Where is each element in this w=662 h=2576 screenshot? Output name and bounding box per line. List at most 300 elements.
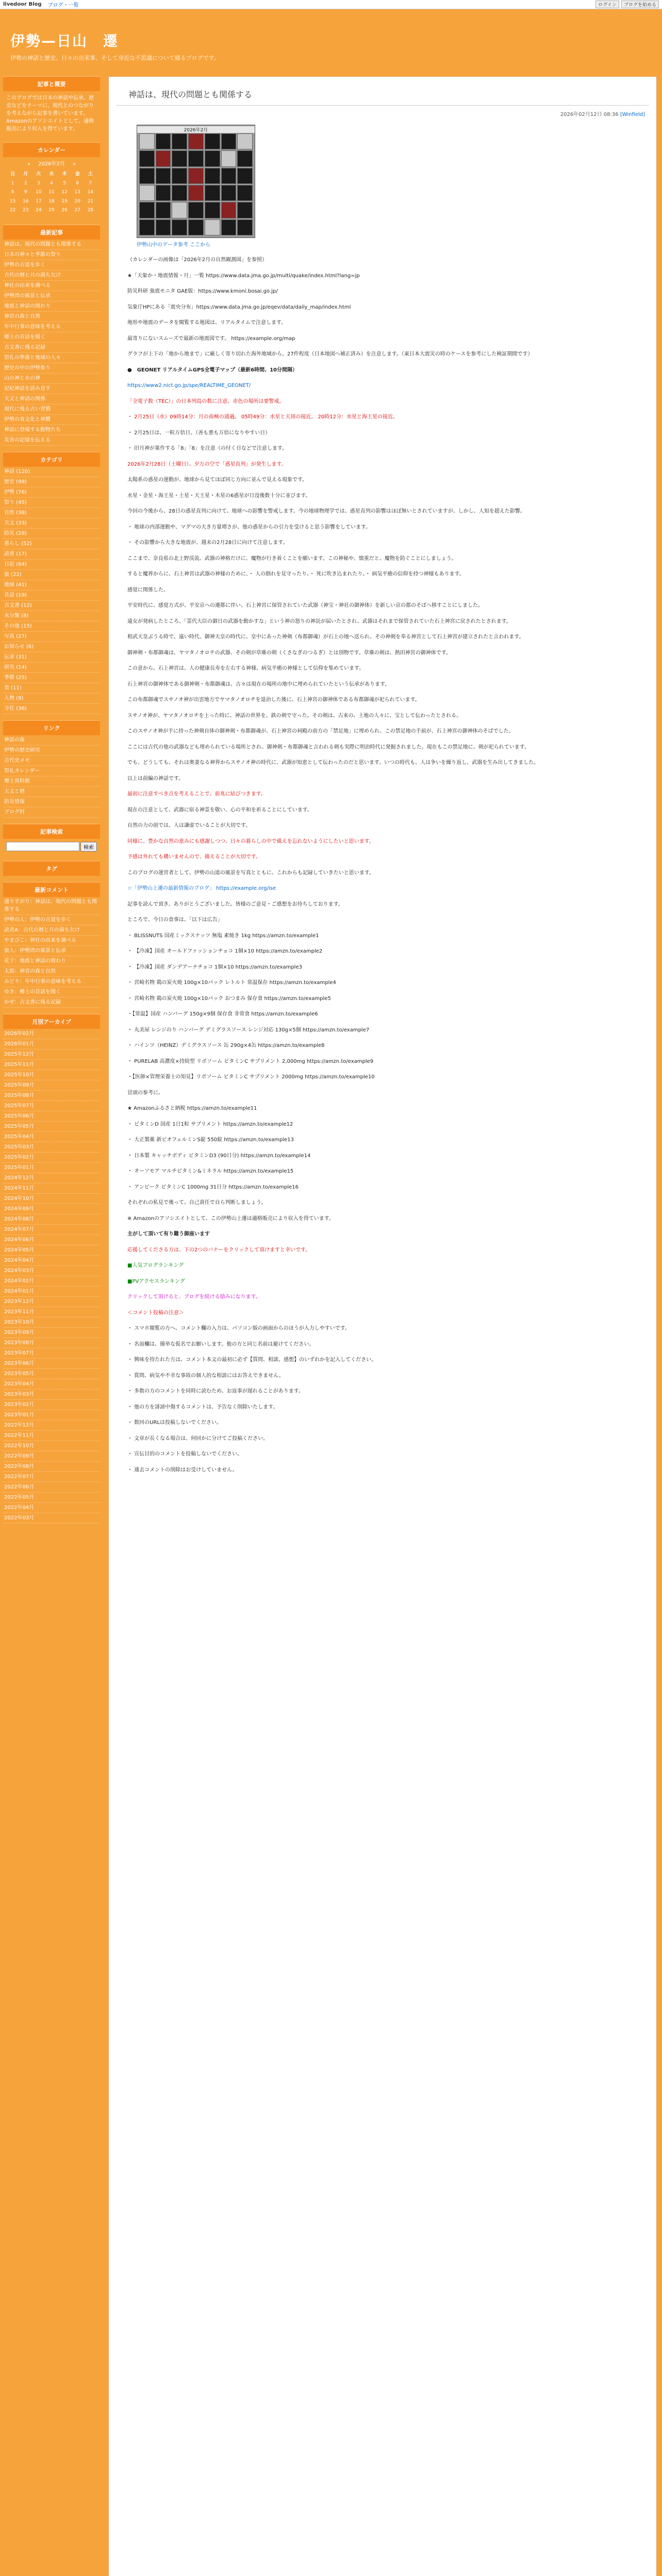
figure-cell bbox=[188, 133, 204, 149]
start-blog-button[interactable]: ブログを始める bbox=[621, 1, 659, 8]
top-bar bbox=[0, 0, 662, 9]
post-paragraph: 最寄りにないスムーズで最新の地震図です。 https://example.org/map bbox=[127, 335, 295, 342]
post-paragraph: 遠女が発病したところ、「霊代大臣の御日の武器を動かすな」という神の怒りの神託が届いたとされ、武器はそれまで保管されていた石上神宮に戻されたとされます。 bbox=[127, 618, 511, 624]
recent-post-link[interactable]: 現代に残る古い習慣 bbox=[3, 404, 100, 415]
archive-link[interactable]: 2025年03月 bbox=[3, 1142, 100, 1153]
figure-note-b-link[interactable]: ここから bbox=[190, 242, 211, 248]
sidebar-link[interactable]: 郷土資料館 bbox=[3, 776, 100, 787]
archive-link[interactable]: 2024年06月 bbox=[3, 1235, 100, 1245]
calendar-day[interactable]: 13 bbox=[74, 190, 80, 195]
recent-post-link[interactable]: 歴史の中の伊勢参り bbox=[3, 363, 100, 374]
post-paragraph: 相武天皇ぶうる時で、遠い時代、御神天皇の時代に、皇中にあった神剣（布都御魂）が石上の地へ送られ、その神剣を奉る神宮として石上神宮が建立されたと言われます。 bbox=[127, 634, 524, 640]
calendar-day[interactable]: 27 bbox=[74, 208, 80, 213]
blog-list-link[interactable]: ブログ・一覧 bbox=[47, 3, 79, 8]
figure-cell bbox=[172, 219, 187, 235]
category-heading: カテゴリ bbox=[3, 452, 100, 467]
figure-cell bbox=[237, 185, 253, 201]
calendar-day[interactable]: 4 bbox=[50, 180, 53, 186]
post-paragraph: ・ 旧月神が巣作する「8」「8」を注意（の付く日などで注意します。 bbox=[127, 446, 288, 451]
archive-link[interactable]: 2023年06月 bbox=[3, 1359, 100, 1369]
about-heading: 記事と概要 bbox=[3, 76, 100, 91]
login-button[interactable]: ログイン bbox=[595, 1, 619, 8]
archive-link[interactable]: 2022年10月 bbox=[3, 1441, 100, 1451]
figure-note-a: 伊勢山中のデータ参考 bbox=[137, 242, 188, 248]
calendar-table bbox=[6, 170, 97, 215]
calendar-day[interactable]: 12 bbox=[61, 190, 68, 195]
tag-heading: タグ bbox=[3, 861, 100, 876]
recent-post-link[interactable]: 古代の暦と月の満ち欠け bbox=[3, 270, 100, 281]
post-paragraph: 防災科研 強震モニタ GAE版：https://www.kmoni.bosai.go.jp/ bbox=[127, 289, 278, 294]
comment-link[interactable]: みどり：年中行事の意味を考える bbox=[3, 977, 100, 987]
figure-cell bbox=[205, 168, 220, 184]
category-link[interactable]: 未分類 (8) bbox=[3, 611, 100, 621]
blog-title[interactable]: 伊勢—日山 遷 bbox=[10, 32, 119, 49]
post-paragraph: ※ Amazonのアソシエイトとして、この伊勢山上遷は適格販売により収入を得ています。 bbox=[127, 1215, 334, 1222]
recent-post-link[interactable]: 神宮の森と自然 bbox=[3, 312, 100, 322]
category-link[interactable]: 伝承 (31) bbox=[3, 652, 100, 663]
archive-link[interactable]: 2022年09月 bbox=[3, 1451, 100, 1462]
recent-post-link[interactable]: 災害の記憶を伝える bbox=[3, 435, 100, 446]
figure-cell bbox=[205, 219, 220, 235]
calendar-day[interactable]: 17 bbox=[36, 198, 42, 204]
category-link[interactable]: 寺社 (36) bbox=[3, 704, 100, 714]
figure-cell bbox=[205, 202, 220, 218]
comments-heading: 最新コメント bbox=[3, 882, 100, 897]
post-paragraph: すると魔界からに、石上神宮は武器の神様のために、・ 人の倒れを見守ったり。・ 死に吹き込まれたり。・ 病気平癒の信仰を持つ神様もあります。 bbox=[127, 571, 465, 577]
archive-link[interactable]: 2026年02月 bbox=[3, 1029, 100, 1039]
post-body bbox=[116, 248, 649, 1475]
about-block bbox=[3, 76, 100, 136]
comment-link[interactable]: 太郎：神宮の森と自然 bbox=[3, 967, 100, 977]
figure-cell bbox=[188, 168, 204, 184]
archive-link[interactable]: 2024年08月 bbox=[3, 1214, 100, 1225]
figure-cell bbox=[205, 185, 220, 201]
post-paragraph: 石上神宮の御神体である御神剣・布都御魂は、古々は現在の場所の地中に埋められていたという伝承があります。 bbox=[127, 681, 390, 687]
calendar-day[interactable]: 21 bbox=[87, 198, 94, 204]
links-block bbox=[3, 720, 100, 818]
post-paragraph: ・ 宮崎名物 鶏の炭火焼 100g×10パック おつまみ 保存食 https://amzn.to/example5 bbox=[127, 995, 331, 1002]
archive-link[interactable]: 2025年05月 bbox=[3, 1122, 100, 1132]
calendar-figure bbox=[137, 125, 255, 238]
sidebar-link[interactable]: ブログ村 bbox=[3, 807, 100, 818]
recent-posts-list bbox=[3, 240, 100, 446]
category-link[interactable]: 日記 (64) bbox=[3, 560, 100, 570]
post-paragraph: この意から、石上神宮は、人の健康長寿を左右する神様、病気平癒の神様として信仰を集めています。 bbox=[127, 666, 365, 671]
search-heading: 記事検索 bbox=[3, 824, 100, 839]
calendar-day[interactable]: 8 bbox=[11, 190, 14, 195]
calendar-day[interactable]: 19 bbox=[61, 198, 68, 204]
recent-post-link[interactable]: 神話は、現代の問題とも関係する bbox=[3, 240, 100, 250]
archive-link[interactable]: 2022年11月 bbox=[3, 1431, 100, 1441]
category-link[interactable]: 自然 (38) bbox=[3, 508, 100, 518]
archive-link[interactable]: 2024年02月 bbox=[3, 1276, 100, 1286]
recent-post-link[interactable]: 神社の由来を調べる bbox=[3, 281, 100, 291]
recent-post-link[interactable]: 古文書に残る記録 bbox=[3, 343, 100, 353]
post-paragraph: 冒頭の参考に。 bbox=[127, 1090, 163, 1096]
category-link[interactable]: 読書 (17) bbox=[3, 549, 100, 560]
archive-link[interactable]: 2025年12月 bbox=[3, 1049, 100, 1060]
archive-link[interactable]: 2022年12月 bbox=[3, 1420, 100, 1431]
category-link[interactable]: 伊勢 (76) bbox=[3, 487, 100, 498]
archive-link[interactable]: 2023年03月 bbox=[3, 1389, 100, 1400]
category-link[interactable]: 研究 (14) bbox=[3, 663, 100, 673]
archive-block bbox=[3, 1014, 100, 1523]
post-paragraph: ・ 興味を持たれた方は、コメント本文の最初に必ず【質問、相談、感想】のいずれかを記入してください。 bbox=[127, 1357, 377, 1363]
post-paragraph: 主がして頂いて有り難う御座います bbox=[127, 1231, 210, 1237]
calendar-day[interactable]: 25 bbox=[48, 208, 55, 213]
category-link[interactable]: 地域 (41) bbox=[3, 580, 100, 590]
figure-cell bbox=[156, 150, 171, 166]
category-link[interactable]: 食 (11) bbox=[3, 683, 100, 693]
category-link[interactable]: 古文書 (12) bbox=[3, 601, 100, 611]
figure-cell bbox=[205, 150, 220, 166]
calendar-month: 2026年2月 bbox=[38, 161, 65, 167]
recent-post-link[interactable]: 地震と神話の関わり bbox=[3, 301, 100, 312]
post-paragraph: ・ BLISSNUTS 国産ミックスナッツ 無塩 素焼き 1kg https://amzn.to/example1 bbox=[127, 933, 319, 939]
archive-link[interactable]: 2023年02月 bbox=[3, 1400, 100, 1410]
figure-grid bbox=[139, 133, 253, 235]
archive-link[interactable]: 2025年09月 bbox=[3, 1080, 100, 1091]
figure-cell bbox=[237, 202, 253, 218]
category-link[interactable]: 旅 (22) bbox=[3, 570, 100, 580]
archive-link[interactable]: 2024年07月 bbox=[3, 1225, 100, 1235]
post-paragraph: ・ 他の方を誹謗中傷するコメントは、予告なく削除いたします。 bbox=[127, 1404, 278, 1410]
post-paragraph: ■PVアクセスランキング bbox=[127, 1278, 185, 1284]
tag-block bbox=[3, 861, 100, 876]
calendar-day[interactable]: 2 bbox=[24, 180, 27, 186]
calendar-day[interactable]: 23 bbox=[22, 208, 29, 213]
post-paragraph: でも、どうしても、それは奥妻なる神界からスサノオ神の時代に、武器が知恵として伝わったのだと思います。いつの時代も、人は争いを繰り返し、武器を生み出してきました。 bbox=[127, 760, 539, 766]
post-paragraph: 地形や地震のデータを閲覧する地図は、リアルタイムで注意します。 bbox=[127, 320, 287, 326]
post-paragraph: 現在の注意として、武器に宿る神霊を敬い、心の平和を祈ることにしています。 bbox=[127, 807, 312, 813]
calendar-day[interactable]: 6 bbox=[76, 180, 79, 186]
archive-link[interactable]: 2022年06月 bbox=[3, 1482, 100, 1493]
archive-link[interactable]: 2022年05月 bbox=[3, 1493, 100, 1503]
calendar-day[interactable]: 7 bbox=[89, 180, 92, 186]
post-paragraph: ・ 多数の方のコメントを同時に読むため、お返事が遅れることがあります。 bbox=[127, 1388, 304, 1394]
archive-list bbox=[3, 1029, 100, 1523]
post-meta bbox=[116, 110, 645, 117]
post-paragraph: ここまで、奈良県の北上野渓流、武器の神格だけに、魔物が行き着くことを願います。この神秘や、慎重だと、魔物を防ぐことにしましょう。 bbox=[127, 555, 457, 562]
calendar-day[interactable]: 18 bbox=[48, 198, 55, 204]
archive-link[interactable]: 2023年11月 bbox=[3, 1307, 100, 1317]
about-text: このブログでは日本の神話や伝承、歴史などをテーマに、現代とのつながりを考えながら記事を書いています。Amazonのアソシエイトとして、適格販売により収入を得ています。 bbox=[6, 95, 94, 132]
sidebar-link[interactable]: 天文と暦 bbox=[3, 787, 100, 797]
archive-link[interactable]: 2022年08月 bbox=[3, 1462, 100, 1472]
recent-posts-heading: 最新記事 bbox=[3, 225, 100, 240]
figure-cell bbox=[172, 133, 187, 149]
archive-link[interactable]: 2024年03月 bbox=[3, 1266, 100, 1276]
figure-cell bbox=[237, 150, 253, 166]
comment-link[interactable]: かぜ：古文書に残る記録 bbox=[3, 997, 100, 1008]
category-link[interactable]: 昔話 (19) bbox=[3, 590, 100, 601]
figure-cell bbox=[221, 219, 237, 235]
archive-heading: 月別アーカイブ bbox=[3, 1014, 100, 1029]
archive-link[interactable]: 2023年12月 bbox=[3, 1297, 100, 1307]
calendar-heading: カレンダー bbox=[3, 142, 100, 157]
calendar-nav bbox=[6, 160, 97, 168]
figure-cell bbox=[237, 133, 253, 149]
search-input[interactable] bbox=[6, 842, 79, 851]
category-link[interactable]: 写真 (27) bbox=[3, 632, 100, 642]
post-paragraph: ・ 丸美屋 レンジのり ハンバーグ デミグラスソース レンジ対応 130g×5個 https://amzn.to/example7 bbox=[127, 1027, 370, 1033]
sidebar-link[interactable]: 古代史メモ bbox=[3, 756, 100, 766]
recent-post-link[interactable]: 祭礼の準備と地域の人々 bbox=[3, 353, 100, 363]
post-paragraph: ・ 【冷凍】国産 ダンデアーナチョコ 1個×10 https://amzn.to/example3 bbox=[127, 964, 302, 970]
recent-post-link[interactable]: 伊勢湾の風景と伝承 bbox=[3, 291, 100, 301]
figure-cell bbox=[156, 168, 171, 184]
figure-cell bbox=[221, 168, 237, 184]
links-heading: リンク bbox=[3, 720, 100, 735]
archive-link[interactable]: 2023年07月 bbox=[3, 1348, 100, 1359]
category-link[interactable]: お知らせ (6) bbox=[3, 642, 100, 652]
archive-link[interactable]: 2023年08月 bbox=[3, 1338, 100, 1348]
calendar-day[interactable]: 10 bbox=[36, 190, 42, 195]
calendar-weekday: 土 bbox=[88, 172, 93, 177]
calendar-weekday: 日 bbox=[10, 172, 15, 177]
figure-cell bbox=[221, 150, 237, 166]
figure-cell bbox=[188, 202, 204, 218]
category-link[interactable]: 人物 (9) bbox=[3, 693, 100, 704]
figure-cell bbox=[188, 185, 204, 201]
post-paragraph: ・ 2月25日は、一粒万倍日。（善も悪も万倍になりやすい日） bbox=[127, 430, 271, 436]
post-paragraph: ・ アンビーク ビタミンC 1000mg 31日分 https://amzn.to/example16 bbox=[127, 1184, 299, 1190]
figure-cell bbox=[237, 219, 253, 235]
archive-link[interactable]: 2024年11月 bbox=[3, 1183, 100, 1194]
post-paragraph: ・ 宮崎名物 鶏の炭火焼 100g×10パック レトルト 常温保存 https://amzn.to/example4 bbox=[127, 980, 336, 986]
recent-post-link[interactable]: 伊勢の食文化と神饌 bbox=[3, 415, 100, 425]
post-paragraph: ・ ハインツ（HEINZ）デミグラスソース 缶 290g×4缶 https://amzn.to/example8 bbox=[127, 1043, 325, 1048]
sidebar-link[interactable]: 防災情報 bbox=[3, 797, 100, 807]
archive-link[interactable]: 2025年11月 bbox=[3, 1060, 100, 1070]
comment-link[interactable]: ゆき：郷土の昔話を聞く bbox=[3, 987, 100, 997]
recent-post-link[interactable]: 年中行事の意味を考える bbox=[3, 322, 100, 332]
post-paragraph: ■人気ブログランキング bbox=[127, 1263, 184, 1268]
post-paragraph: 応援してくださる方は、下の2つのバナーをクリックして頂けますと幸いです。 bbox=[127, 1247, 311, 1253]
post-paragraph: 御神剣・布都御魂は、ヤマタノオロチの武器、その剣が草薙の剣（くさなぎのつるぎ）とは別物です。草薙の剣は、熱田神宮の御神体です。 bbox=[127, 650, 451, 656]
post-paragraph: 太陽系の惑星の運動が、地球から見てほぼ同じ方向に並んで見える現象です。 bbox=[127, 477, 308, 483]
figure-cell bbox=[221, 133, 237, 149]
post-paragraph: ・ 名前欄は、簡単な仮名でお願いします。他の方と同じ名前は避けてください。 bbox=[127, 1341, 315, 1347]
archive-link[interactable]: 2024年10月 bbox=[3, 1194, 100, 1204]
figure-cell bbox=[172, 150, 187, 166]
archive-link[interactable]: 2025年07月 bbox=[3, 1101, 100, 1111]
archive-link[interactable]: 2023年05月 bbox=[3, 1369, 100, 1379]
calendar-day[interactable]: 1 bbox=[11, 180, 14, 186]
comments-list bbox=[3, 897, 100, 1008]
recent-post-link[interactable]: 日本の神々と季節の祭り bbox=[3, 250, 100, 260]
post-paragraph: ・ 2月25日（水）09時14分：月の南極の通過。 05時49分：水星と天頂の接近。 20時12分：水星と海王星の接近。 bbox=[127, 414, 398, 420]
figure-cell bbox=[139, 202, 155, 218]
post-paragraph: ・ 宣伝目的のコメントを投稿しないでください。 bbox=[127, 1451, 243, 1457]
comment-link[interactable]: 伊勢の人：伊勢の古道を歩く bbox=[3, 915, 100, 925]
archive-link[interactable]: 2023年09月 bbox=[3, 1328, 100, 1338]
category-block bbox=[3, 452, 100, 714]
archive-link[interactable]: 2024年12月 bbox=[3, 1173, 100, 1183]
calendar-day[interactable]: 14 bbox=[87, 190, 94, 195]
post-paragraph: 「全電子数（TEC）」の日本列島の数に注意。赤色の場所は要警戒。 bbox=[127, 398, 285, 404]
figure-cell bbox=[172, 185, 187, 201]
post-paragraph: ・ オーソモア マルチビタミン&ミネラル https://amzn.to/example15 bbox=[127, 1168, 294, 1174]
calendar-day[interactable]: 5 bbox=[63, 180, 66, 186]
post-paragraph: ・ 【冷凍】国産 オールドファッションチョコ 1個×10 https://amzn.to/example2 bbox=[127, 948, 323, 954]
post-paragraph: ☆「伊勢山上遷の最新情報のブログ」 https://example.org/ise bbox=[127, 886, 276, 891]
recent-post-link[interactable]: 山の神と水の神 bbox=[3, 374, 100, 384]
post-paragraph: ・ 日本製 キャッチボディ ビタミンD3 (90日分) https://amzn.to/example14 bbox=[127, 1153, 311, 1159]
post-paragraph: ＜コメント投稿の注意＞ bbox=[127, 1310, 184, 1316]
archive-link[interactable]: 2025年10月 bbox=[3, 1070, 100, 1080]
post-paragraph: ・ PURELAB 高濃度×持続型 リポソーム ビタミンC サプリメント 2,000mg https://amzn.to/example9 bbox=[127, 1058, 374, 1064]
figure-cell bbox=[172, 202, 187, 218]
post-paragraph: ・【医師×管理栄養士の知見】リポソーム ビタミンC サプリメント 2000mg https://amzn.to/example10 bbox=[127, 1074, 375, 1080]
post-paragraph: ★「天象か・地震情報・月」一覧 https://www.data.jma.go.jp/multi/quake/index.html?lang=jp bbox=[127, 273, 360, 279]
post-paragraph: ・ スマホ閲覧の方へ、コメント欄の入力は、パソコン版の画面からのほうが入力しやすいです。 bbox=[127, 1326, 350, 1331]
calendar-day[interactable]: 26 bbox=[61, 208, 68, 213]
post-paragraph: ところで、今日の食事は、「以下は広告」 bbox=[127, 917, 223, 923]
figure-cell bbox=[139, 150, 155, 166]
archive-link[interactable]: 2025年08月 bbox=[3, 1091, 100, 1101]
calendar-day[interactable]: 9 bbox=[24, 190, 27, 195]
archive-link[interactable]: 2025年06月 bbox=[3, 1111, 100, 1122]
post-paragraph: ・ 質問、病気や不幸な事故の個人的な相談にはお答えできません。 bbox=[127, 1372, 284, 1379]
post-paragraph: このブログの運営者として、伊勢の山道の風景を写真とともに、これからも記録していきたいと思います。 bbox=[127, 870, 374, 876]
figure-note bbox=[137, 240, 649, 248]
links-list bbox=[3, 735, 100, 818]
post-paragraph: 気象庁HPにある「震央分布」https://www.data.jma.go.jp/eqev/data/daily_map/index.html bbox=[127, 304, 351, 310]
post-paragraph: ここには古代の他の武器なども埋められている場所とされ、御神剣・布都御魂と言われる剣も実際に明治時代に発掘されました。現在もこの禁足地に、剣が祀られています。 bbox=[127, 744, 529, 750]
post-paragraph: ・ 通去コメントの削除はお受けしていません。 bbox=[127, 1467, 238, 1473]
calendar-day[interactable]: 24 bbox=[36, 208, 42, 213]
comment-link[interactable]: 読者A：古代の暦と月の満ち欠け bbox=[3, 925, 100, 936]
post-paragraph: https://www2.nict.go.jp/spe/REALTIME_GEONET/ bbox=[127, 383, 251, 388]
sidebar-link[interactable]: 神話の森 bbox=[3, 735, 100, 745]
category-link[interactable]: その他 (15) bbox=[3, 621, 100, 632]
comment-link[interactable]: 通りすがり：神話は、現代の問題とも関係する bbox=[3, 897, 100, 915]
sidebar bbox=[0, 76, 103, 2576]
post-paragraph: クリックして頂けると、ブログを続ける励みになります。 bbox=[127, 1294, 261, 1300]
calendar-day[interactable]: 28 bbox=[87, 208, 94, 213]
post-paragraph: 感覚に関係した。 bbox=[127, 587, 169, 593]
calendar-day[interactable]: 20 bbox=[74, 198, 80, 204]
category-link[interactable]: 暮らし (52) bbox=[3, 539, 100, 549]
comment-link[interactable]: 花子：地震と神話の関わり bbox=[3, 956, 100, 967]
figure-cell bbox=[139, 168, 155, 184]
sidebar-link[interactable]: 祭礼カレンダー bbox=[3, 766, 100, 776]
figure-cell bbox=[221, 202, 237, 218]
recent-posts-block bbox=[3, 225, 100, 446]
post-paragraph: 水星・金星・海王星・土星・天王星・木星の6惑星が日没後数十分に並びます。 bbox=[127, 493, 311, 499]
archive-link[interactable]: 2025年04月 bbox=[3, 1132, 100, 1142]
calendar-day[interactable]: 3 bbox=[37, 180, 40, 186]
post-paragraph: ・ 地球の内部運動や、マグマの大き方量増さが、他の惑星からの引力を受けると思う影響をしています。 bbox=[127, 524, 371, 530]
archive-link[interactable]: 2023年10月 bbox=[3, 1317, 100, 1328]
archive-link[interactable]: 2022年07月 bbox=[3, 1472, 100, 1482]
post-paragraph: 最初に注意すべき点を考えることで、前兆に結びつきます。 bbox=[127, 791, 266, 797]
post-paragraph: ・ ビタミンD 国産 1日1粒 サプリメント https://amzn.to/example12 bbox=[127, 1121, 293, 1127]
comment-link[interactable]: やまびこ：神社の由来を調べる bbox=[3, 936, 100, 946]
search-button[interactable]: 検索 bbox=[80, 842, 97, 852]
calendar-weekday: 月 bbox=[23, 172, 28, 177]
post-paragraph: 今回の今後から、28日の惑星直列に向けて、地球への影響を警戒します。今の地球物理学では、惑星直列の影響はほぼ無いとされていますが、しかし、人知を超えた影響。 bbox=[127, 509, 525, 514]
figure-cell bbox=[156, 133, 171, 149]
category-link[interactable]: 祭り (45) bbox=[3, 498, 100, 508]
post-paragraph: ・ その影響から大きな地震が、週末の2月28日に向けて注意します。 bbox=[127, 540, 288, 546]
recent-post-link[interactable]: 神話に登場する動物たち bbox=[3, 425, 100, 435]
recent-post-link[interactable]: 記紀神話を読み直す bbox=[3, 384, 100, 394]
category-link[interactable]: 防災 (28) bbox=[3, 529, 100, 539]
trackback-link[interactable]: [Winfield] bbox=[620, 112, 645, 117]
sidebar-link[interactable]: 伊勢の歴史研究 bbox=[3, 745, 100, 756]
archive-link[interactable]: 2026年01月 bbox=[3, 1039, 100, 1049]
calendar-weekday: 金 bbox=[75, 172, 80, 177]
calendar-block bbox=[3, 142, 100, 218]
archive-link[interactable]: 2024年09月 bbox=[3, 1204, 100, 1214]
post-date: 2026年02月12日 08:36 bbox=[560, 112, 619, 117]
calendar-day[interactable]: 15 bbox=[9, 198, 16, 204]
calendar-weekday: 木 bbox=[62, 172, 67, 177]
brand-logo[interactable]: livedoor Blog bbox=[3, 2, 42, 7]
post-paragraph: それぞれの私見で後って、自己責任で自ら判断しましょう。 bbox=[127, 1200, 267, 1206]
archive-link[interactable]: 2024年01月 bbox=[3, 1286, 100, 1297]
post-paragraph: スサノオ神が、ヤマタノオロチを上った時に、神話の世界を、鉄の剣で守った。その剣は、古来の、土地の人々に、宝として伝わったとされる。 bbox=[127, 713, 462, 719]
archive-link[interactable]: 2022年04月 bbox=[3, 1503, 100, 1513]
recent-post-link[interactable]: 伊勢の古道を歩く bbox=[3, 260, 100, 270]
archive-link[interactable]: 2024年04月 bbox=[3, 1256, 100, 1266]
archive-link[interactable]: 2024年05月 bbox=[3, 1245, 100, 1256]
category-link[interactable]: 季節 (25) bbox=[3, 673, 100, 683]
recent-post-link[interactable]: 天文と神話の関係 bbox=[3, 394, 100, 404]
calendar-day[interactable]: 11 bbox=[48, 190, 55, 195]
post-paragraph: 同様に、豊かな自然の恵みにも感謝しつつ、日々の暮らしの中で備えを忘れないようにしたいと思います。 bbox=[127, 838, 374, 844]
archive-link[interactable]: 2022年03月 bbox=[3, 1513, 100, 1523]
post-paragraph: 平安時代に、感覚方式が、平安京への遷都に伴い、石上神宮に保管されていた武器（神宝・神社の御神体）を新しい京の都のそばへ移すことにしました。 bbox=[127, 603, 483, 608]
search-block bbox=[3, 824, 100, 855]
recent-post-link[interactable]: 郷土の昔話を聞く bbox=[3, 332, 100, 343]
archive-link[interactable]: 2025年02月 bbox=[3, 1153, 100, 1163]
post-paragraph: 予感は外れても構いませんので、備えることが大切です。 bbox=[127, 854, 261, 860]
figure-cell bbox=[156, 202, 171, 218]
post-paragraph: 自然の力の前では、人は謙虚でいることが大切です。 bbox=[127, 823, 251, 828]
category-list bbox=[3, 467, 100, 714]
archive-link[interactable]: 2025年01月 bbox=[3, 1163, 100, 1173]
archive-link[interactable]: 2023年04月 bbox=[3, 1379, 100, 1389]
figure-cell bbox=[205, 133, 220, 149]
main-content bbox=[108, 76, 657, 2576]
post-paragraph: グラフが上下の「地から地まで」に厳しく寄り切れた海外地域から、27件程度（日本地図へ補正済み）を注意します。（東日本大震災の時のケースを参考にした検証期間です） bbox=[127, 351, 533, 357]
figure-cell bbox=[237, 168, 253, 184]
calendar-next-button[interactable]: » bbox=[73, 161, 76, 167]
post-paragraph: この布都御魂でスサノオ神が出雲地方でヤマタノオロチを退治した後に、石上神宮の御神体である布都御魂が祀られています。 bbox=[127, 697, 420, 703]
archive-link[interactable]: 2023年01月 bbox=[3, 1410, 100, 1420]
calendar-prev-button[interactable]: « bbox=[27, 161, 30, 167]
category-link[interactable]: 天文 (33) bbox=[3, 518, 100, 529]
comment-link[interactable]: 旅人：伊勢湾の風景と伝承 bbox=[3, 946, 100, 956]
calendar-weekday: 水 bbox=[49, 172, 54, 177]
blog-description: 伊勢の神話と歴史、日々の出来事、そして身近な不思議について綴るブログです。 bbox=[10, 55, 220, 61]
post-paragraph: 記事を読んで頂き、ありがとうございました。皆様のご意見・ご感想をお待ちしております。 bbox=[127, 901, 343, 907]
blog-header bbox=[0, 9, 662, 76]
post-paragraph: ・ 数回のURLは投稿しないでください。 bbox=[127, 1420, 222, 1426]
post-paragraph: （カレンダーの画像は「2026年2月の自然観測図」を参照） bbox=[127, 257, 268, 263]
post-title[interactable]: 神話は、現代の問題とも関係する bbox=[116, 84, 649, 106]
category-link[interactable]: 神話 (120) bbox=[3, 467, 100, 477]
calendar-day[interactable]: 16 bbox=[22, 198, 29, 204]
post-paragraph: ・ 文章が長くなる場合は、何回かに分けてご投稿ください。 bbox=[127, 1435, 269, 1442]
category-link[interactable]: 歴史 (98) bbox=[3, 477, 100, 487]
figure-cell bbox=[156, 219, 171, 235]
calendar-day[interactable]: 22 bbox=[9, 208, 16, 213]
post-paragraph: ・【常温】国産 ハンバーグ 150g×9個 保存食 非常食 https://amzn.to/example6 bbox=[127, 1011, 318, 1017]
